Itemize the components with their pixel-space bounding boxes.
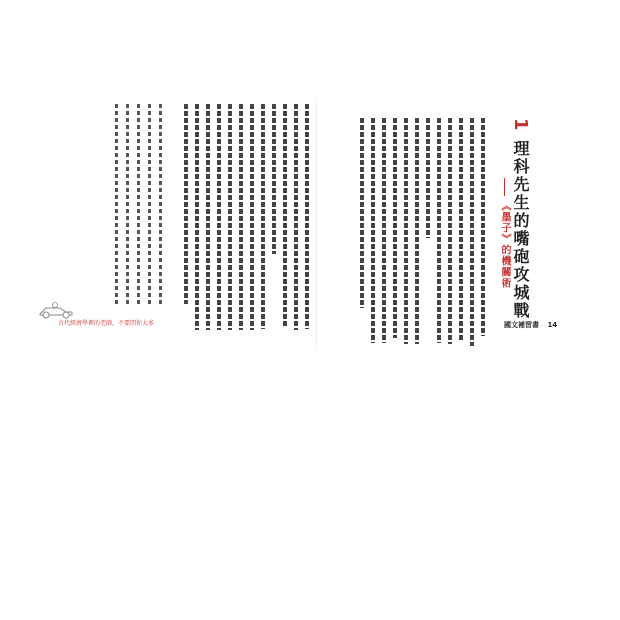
car-illustration-icon <box>36 300 76 320</box>
left-page <box>92 104 310 342</box>
text-column <box>435 118 442 343</box>
left-body-text <box>92 104 310 342</box>
text-column <box>413 118 420 344</box>
text-column <box>380 118 387 343</box>
footer-book-title: 國文補習書 <box>504 321 539 329</box>
text-column <box>215 104 222 330</box>
text-column <box>479 118 486 336</box>
chapter-title-text: 理科先生的嘴砲攻城戰 <box>511 140 530 321</box>
text-column <box>259 104 266 329</box>
text-column <box>402 118 409 344</box>
right-page <box>322 118 532 352</box>
text-column <box>182 104 189 304</box>
chapter-number: 1 <box>510 118 531 133</box>
page-number: 14 <box>547 321 558 329</box>
subtitle-text: 《墨子》的機關術 <box>499 200 510 289</box>
text-column <box>124 104 131 304</box>
text-column <box>237 104 244 330</box>
right-body-text <box>322 118 486 352</box>
text-column <box>292 104 299 330</box>
text-column <box>281 104 288 326</box>
footer-right <box>504 320 557 330</box>
text-column <box>135 104 142 304</box>
text-column <box>248 104 255 330</box>
chapter-title <box>509 118 532 320</box>
text-column <box>303 104 310 329</box>
text-column <box>113 104 120 304</box>
text-column <box>157 104 164 304</box>
text-column <box>446 118 453 344</box>
column-gap <box>168 104 178 342</box>
text-column <box>468 118 475 346</box>
text-column <box>424 118 431 238</box>
text-column <box>226 104 233 330</box>
text-column <box>204 104 211 330</box>
page-fold <box>316 100 317 350</box>
text-column <box>391 118 398 338</box>
subtitle-dash <box>504 178 505 196</box>
text-column <box>369 118 376 343</box>
footer-left-text: 古代經濟學裡的老師，不要問你太多 <box>58 320 155 327</box>
text-column <box>358 118 365 308</box>
text-column <box>193 104 200 330</box>
text-column <box>146 104 153 304</box>
chapter-subtitle <box>497 178 512 288</box>
text-column <box>457 118 464 340</box>
text-column <box>270 104 277 254</box>
